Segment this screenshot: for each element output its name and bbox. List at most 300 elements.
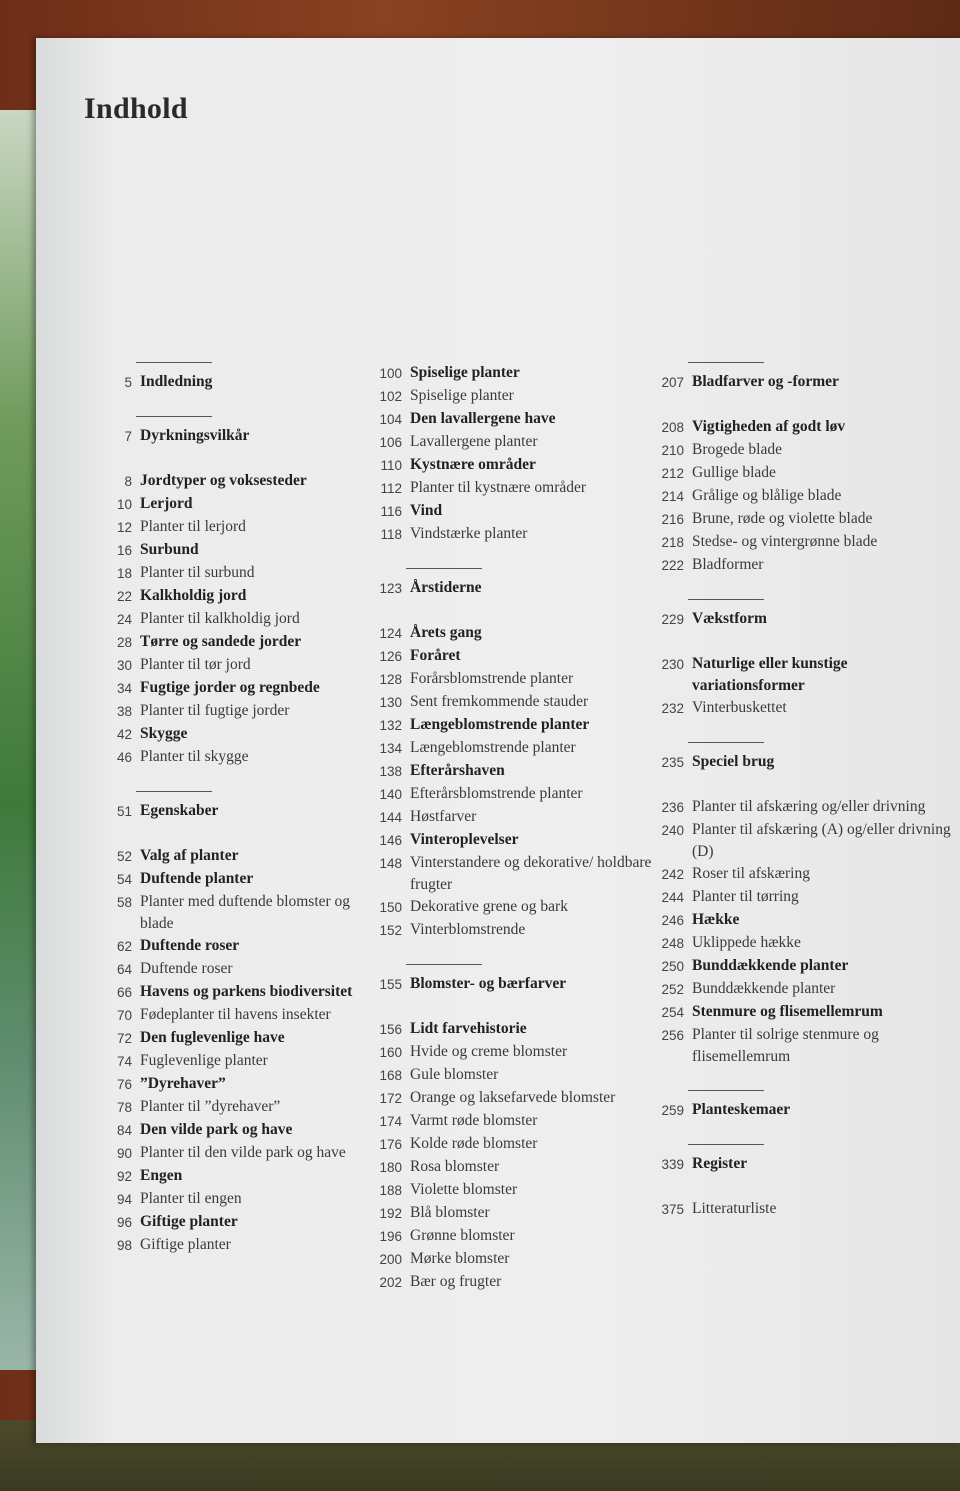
toc-page-number: 256 bbox=[661, 1028, 684, 1043]
toc-entry-title: Planter til lerjord bbox=[140, 518, 246, 535]
toc-page-number: 168 bbox=[379, 1068, 402, 1083]
toc-page-number: 156 bbox=[379, 1022, 402, 1037]
section-gap bbox=[374, 996, 659, 1018]
section-rule bbox=[136, 416, 212, 417]
toc-page-number: 38 bbox=[116, 704, 132, 719]
toc-entry bbox=[104, 958, 374, 981]
toc-page-number: 218 bbox=[661, 535, 684, 550]
toc-entry-title: Kalkholdig jord bbox=[140, 587, 247, 604]
toc-entry-title: Bladformer bbox=[692, 556, 764, 573]
toc-entry bbox=[104, 1004, 374, 1027]
toc-entry bbox=[374, 385, 659, 408]
toc-page-number: 146 bbox=[379, 833, 402, 848]
toc-page-number: 124 bbox=[379, 626, 402, 641]
toc-page-number: 118 bbox=[380, 527, 402, 542]
toc-entry bbox=[374, 691, 659, 714]
toc-entry bbox=[104, 654, 374, 677]
section-gap bbox=[656, 577, 956, 599]
toc-page-number: 90 bbox=[116, 1146, 132, 1161]
toc-entry bbox=[656, 554, 956, 577]
toc-entry bbox=[656, 886, 956, 909]
toc-entry bbox=[104, 631, 374, 654]
toc-page-number: 58 bbox=[116, 895, 132, 910]
toc-page-number: 252 bbox=[661, 982, 684, 997]
toc-entry bbox=[374, 454, 659, 477]
toc-page-number: 138 bbox=[379, 764, 402, 779]
toc-page-number: 52 bbox=[116, 849, 132, 864]
section-gap bbox=[656, 720, 956, 742]
toc-entry-title: Blå blomster bbox=[410, 1204, 490, 1221]
toc-entry-title: Bunddækkende planter bbox=[692, 957, 849, 974]
toc-entry bbox=[374, 1087, 659, 1110]
toc-entry-title: Spiselige planter bbox=[410, 387, 514, 404]
toc-entry bbox=[374, 1202, 659, 1225]
toc-entry-title: Duftende roser bbox=[140, 960, 233, 977]
toc-page-number: 123 bbox=[379, 581, 402, 596]
toc-entry bbox=[104, 539, 374, 562]
toc-entry-title: Vinteroplevelser bbox=[410, 831, 519, 848]
toc-entry-title: Register bbox=[692, 1155, 748, 1172]
toc-entry-title: Høstfarver bbox=[410, 808, 477, 825]
toc-entry-title: Fødeplanter til havens insekter bbox=[140, 1006, 331, 1023]
toc-entry bbox=[104, 1096, 374, 1119]
toc-entry-title: Giftige planter bbox=[140, 1213, 238, 1230]
toc-entry-title: Lerjord bbox=[140, 495, 193, 512]
toc-entry bbox=[374, 431, 659, 454]
toc-entry bbox=[374, 408, 659, 431]
toc-entry bbox=[104, 700, 374, 723]
toc-entry-title: Kystnære områder bbox=[410, 456, 536, 473]
toc-entry-title: Kolde røde blomster bbox=[410, 1135, 538, 1152]
toc-entry bbox=[104, 845, 374, 868]
toc-entry-title: Hække bbox=[692, 911, 740, 928]
section-gap bbox=[104, 823, 374, 845]
toc-page-number: 176 bbox=[379, 1137, 402, 1152]
toc-page-number: 160 bbox=[379, 1045, 402, 1060]
toc-entry-title: Stenmure og flisemellemrum bbox=[692, 1003, 883, 1020]
section-gap bbox=[104, 448, 374, 470]
toc-entry-title: Blomster- og bærfarver bbox=[410, 975, 567, 992]
toc-page-number: 246 bbox=[661, 913, 684, 928]
section-rule bbox=[688, 742, 764, 743]
section-gap bbox=[374, 546, 659, 568]
toc-entry-title: Gule blomster bbox=[410, 1066, 499, 1083]
toc-entry-title: Roser til afskæring bbox=[692, 865, 810, 882]
toc-column-2 bbox=[374, 362, 659, 1294]
toc-entry-title: Den fuglevenlige have bbox=[140, 1029, 285, 1046]
toc-entry bbox=[656, 955, 956, 978]
toc-page-number: 64 bbox=[116, 962, 132, 977]
toc-page-number: 16 bbox=[116, 543, 132, 558]
toc-entry bbox=[656, 462, 956, 485]
toc-page-number: 132 bbox=[379, 718, 402, 733]
toc-entry-title: Surbund bbox=[140, 541, 199, 558]
toc-entry bbox=[374, 668, 659, 691]
toc-page-number: 236 bbox=[661, 800, 684, 815]
toc-page-number: 128 bbox=[379, 672, 402, 687]
toc-column-1 bbox=[104, 362, 374, 1257]
toc-entry bbox=[656, 751, 956, 774]
toc-entry bbox=[656, 485, 956, 508]
section-rule bbox=[406, 568, 482, 569]
toc-page-number: 212 bbox=[661, 466, 684, 481]
toc-entry bbox=[374, 1018, 659, 1041]
toc-entry bbox=[374, 806, 659, 829]
toc-entry-title: Planter til surbund bbox=[140, 564, 255, 581]
toc-entry bbox=[656, 1099, 956, 1122]
toc-entry-title: Violette blomster bbox=[410, 1181, 518, 1198]
toc-entry bbox=[104, 981, 374, 1004]
toc-entry bbox=[656, 978, 956, 1001]
toc-entry-title: Planter til engen bbox=[140, 1190, 242, 1207]
toc-page-number: 216 bbox=[661, 512, 684, 527]
toc-page-number: 10 bbox=[116, 497, 132, 512]
toc-entry-title: Planter til kystnære områder bbox=[410, 479, 587, 496]
toc-entry bbox=[656, 371, 956, 394]
toc-page-number: 100 bbox=[379, 366, 402, 381]
toc-entry-title: Planter til ”dyrehaver” bbox=[140, 1098, 281, 1115]
toc-entry-title: Planter til afskæring og/eller drivning bbox=[692, 798, 926, 815]
toc-entry-title: Duftende planter bbox=[140, 870, 254, 887]
toc-entry-title: Skygge bbox=[140, 725, 188, 742]
toc-entry bbox=[104, 470, 374, 493]
toc-page-number: 46 bbox=[116, 750, 132, 765]
toc-page-number: 242 bbox=[661, 867, 684, 882]
page-title: Indhold bbox=[84, 92, 188, 125]
toc-page-number: 130 bbox=[379, 695, 402, 710]
toc-entry bbox=[104, 562, 374, 585]
toc-page-number: 192 bbox=[379, 1206, 402, 1221]
toc-page-number: 339 bbox=[661, 1157, 684, 1172]
toc-entry bbox=[374, 1225, 659, 1248]
toc-entry bbox=[374, 362, 659, 385]
toc-page-number: 155 bbox=[379, 977, 402, 992]
toc-page-number: 84 bbox=[116, 1123, 132, 1138]
toc-entry-title: Vind bbox=[410, 502, 443, 519]
toc-entry-title: Planter med duftende blomster og blade bbox=[140, 893, 351, 932]
toc-entry-title: Vinterstandere og dekorative/ holdbare frugter bbox=[410, 854, 652, 893]
toc-entry-title: Tørre og sandede jorder bbox=[140, 633, 302, 650]
toc-page-number: 94 bbox=[116, 1192, 132, 1207]
toc-entry bbox=[104, 677, 374, 700]
toc-page-number: 112 bbox=[380, 481, 402, 496]
toc-entry bbox=[104, 1188, 374, 1211]
toc-entry-title: Jordtyper og voksesteder bbox=[140, 472, 307, 489]
section-gap bbox=[656, 1122, 956, 1144]
toc-entry-title: Brogede blade bbox=[692, 441, 782, 458]
toc-entry bbox=[104, 608, 374, 631]
toc-page-number: 28 bbox=[116, 635, 132, 650]
toc-entry-title: Efterårshaven bbox=[410, 762, 505, 779]
toc-entry-title: Længeblomstrende planter bbox=[410, 716, 590, 733]
toc-page-number: 96 bbox=[116, 1215, 132, 1230]
toc-page-number: 240 bbox=[661, 823, 684, 838]
toc-page-number: 102 bbox=[379, 389, 402, 404]
toc-entry bbox=[374, 1041, 659, 1064]
toc-entry-title: Vindstærke planter bbox=[410, 525, 528, 542]
toc-entry-title: Den lavallergene have bbox=[410, 410, 556, 427]
section-gap bbox=[656, 774, 956, 796]
toc-entry-title: Orange og laksefarvede blomster bbox=[410, 1089, 616, 1106]
toc-entry-title: Hvide og creme blomster bbox=[410, 1043, 568, 1060]
toc-page-number: 180 bbox=[379, 1160, 402, 1175]
toc-entry-title: Bladfarver og -former bbox=[692, 373, 839, 390]
toc-entry-title: Årets gang bbox=[410, 624, 482, 641]
toc-entry bbox=[656, 1198, 956, 1221]
toc-entry-title: Fugtige jorder og regnbede bbox=[140, 679, 320, 696]
toc-entry-title: Gullige blade bbox=[692, 464, 776, 481]
toc-page-number: 34 bbox=[116, 681, 132, 696]
toc-entry-title: Dekorative grene og bark bbox=[410, 898, 568, 915]
toc-entry bbox=[374, 622, 659, 645]
toc-entry-title: Planter til fugtige jorder bbox=[140, 702, 290, 719]
section-gap bbox=[656, 1176, 956, 1198]
toc-entry bbox=[656, 1153, 956, 1176]
toc-page-number: 214 bbox=[661, 489, 684, 504]
toc-page-number: 174 bbox=[379, 1114, 402, 1129]
toc-page-number: 150 bbox=[379, 900, 402, 915]
toc-entry bbox=[374, 760, 659, 783]
toc-entry-title: Giftige planter bbox=[140, 1236, 231, 1253]
toc-page-number: 210 bbox=[661, 443, 684, 458]
toc-page-number: 18 bbox=[116, 566, 132, 581]
section-rule bbox=[406, 964, 482, 965]
section-rule bbox=[136, 791, 212, 792]
toc-entry-title: Forårsblomstrende planter bbox=[410, 670, 574, 687]
toc-page-number: 42 bbox=[116, 727, 132, 742]
toc-entry bbox=[374, 783, 659, 806]
toc-entry bbox=[656, 697, 956, 720]
toc-entry-title: Engen bbox=[140, 1167, 183, 1184]
toc-page-number: 54 bbox=[116, 872, 132, 887]
toc-page-number: 248 bbox=[661, 936, 684, 951]
toc-entry bbox=[656, 439, 956, 462]
toc-entry-title: Indledning bbox=[140, 373, 213, 390]
toc-page-number: 250 bbox=[661, 959, 684, 974]
toc-entry bbox=[656, 863, 956, 886]
toc-entry bbox=[656, 416, 956, 439]
toc-entry-title: Lidt farvehistorie bbox=[410, 1020, 527, 1037]
toc-page-number: 72 bbox=[116, 1031, 132, 1046]
toc-page-number: 259 bbox=[661, 1103, 684, 1118]
toc-page-number: 232 bbox=[661, 701, 684, 716]
toc-entry-title: Lavallergene planter bbox=[410, 433, 538, 450]
toc-entry bbox=[374, 1133, 659, 1156]
toc-entry bbox=[104, 800, 374, 823]
toc-page-number: 8 bbox=[124, 474, 132, 489]
toc-entry bbox=[656, 909, 956, 932]
toc-entry bbox=[104, 1119, 374, 1142]
toc-page-number: 74 bbox=[116, 1054, 132, 1069]
toc-entry bbox=[374, 919, 659, 942]
toc-entry-title: Dyrkningsvilkår bbox=[140, 427, 250, 444]
toc-entry-title: Sent fremkommende stauder bbox=[410, 693, 589, 710]
toc-entry bbox=[656, 531, 956, 554]
toc-page-number: 116 bbox=[380, 504, 402, 519]
toc-page-number: 208 bbox=[661, 420, 684, 435]
toc-entry bbox=[374, 1110, 659, 1133]
toc-entry-title: Planter til tørring bbox=[692, 888, 799, 905]
toc-entry-title: Uklippede hække bbox=[692, 934, 801, 951]
toc-entry-title: Planter til tør jord bbox=[140, 656, 251, 673]
toc-page-number: 222 bbox=[661, 558, 684, 573]
toc-entry bbox=[374, 896, 659, 919]
toc-entry bbox=[374, 973, 659, 996]
toc-entry bbox=[656, 1024, 956, 1068]
toc-entry bbox=[374, 737, 659, 760]
toc-entry bbox=[104, 1142, 374, 1165]
toc-entry-title: Grålige og blålige blade bbox=[692, 487, 842, 504]
toc-page-number: 7 bbox=[124, 429, 132, 444]
toc-entry bbox=[104, 516, 374, 539]
toc-page-number: 152 bbox=[379, 923, 402, 938]
toc-entry-title: Havens og parkens biodiversitet bbox=[140, 983, 353, 1000]
toc-entry bbox=[104, 868, 374, 891]
toc-page-number: 62 bbox=[116, 939, 132, 954]
toc-entry-title: Bunddækkende planter bbox=[692, 980, 836, 997]
toc-page-number: 202 bbox=[379, 1275, 402, 1290]
toc-page-number: 172 bbox=[379, 1091, 402, 1106]
toc-entry-title: Spiselige planter bbox=[410, 364, 520, 381]
section-gap bbox=[374, 942, 659, 964]
toc-entry bbox=[656, 1001, 956, 1024]
toc-page-number: 106 bbox=[379, 435, 402, 450]
section-gap bbox=[374, 600, 659, 622]
toc-entry bbox=[104, 935, 374, 958]
toc-entry bbox=[374, 714, 659, 737]
toc-page-number: 144 bbox=[379, 810, 402, 825]
toc-page-number: 98 bbox=[116, 1238, 132, 1253]
toc-entry-title: Varmt røde blomster bbox=[410, 1112, 538, 1129]
toc-page-number: 24 bbox=[116, 612, 132, 627]
toc-page-number: 207 bbox=[661, 375, 684, 390]
toc-entry-title: Vinterblomstrende bbox=[410, 921, 526, 938]
toc-entry bbox=[374, 477, 659, 500]
toc-page-number: 12 bbox=[116, 520, 132, 535]
toc-page-number: 104 bbox=[379, 412, 402, 427]
section-rule bbox=[688, 1090, 764, 1091]
toc-entry bbox=[374, 829, 659, 852]
toc-page-number: 70 bbox=[116, 1008, 132, 1023]
toc-entry bbox=[656, 608, 956, 631]
toc-entry-title: Planter til den vilde park og have bbox=[140, 1144, 346, 1161]
toc-entry-title: Længeblomstrende planter bbox=[410, 739, 576, 756]
toc-page-number: 230 bbox=[661, 657, 684, 672]
toc-page-number: 66 bbox=[116, 985, 132, 1000]
toc-entry-title: Valg af planter bbox=[140, 847, 239, 864]
toc-entry-title: Planter til skygge bbox=[140, 748, 249, 765]
toc-entry-title: Grønne blomster bbox=[410, 1227, 515, 1244]
toc-entry-title: Vinterbuskettet bbox=[692, 699, 787, 716]
toc-entry bbox=[656, 796, 956, 819]
toc-page-number: 375 bbox=[661, 1202, 684, 1217]
section-gap bbox=[104, 769, 374, 791]
toc-entry bbox=[104, 1165, 374, 1188]
toc-entry bbox=[374, 1156, 659, 1179]
section-gap bbox=[656, 631, 956, 653]
section-rule bbox=[136, 362, 212, 363]
toc-page-number: 244 bbox=[661, 890, 684, 905]
toc-entry bbox=[374, 1179, 659, 1202]
toc-entry-title: Brune, røde og violette blade bbox=[692, 510, 873, 527]
toc-entry-title: Naturlige eller kunstige variationsformer bbox=[692, 655, 848, 694]
toc-entry bbox=[104, 746, 374, 769]
toc-entry-title: Fuglevenlige planter bbox=[140, 1052, 268, 1069]
toc-entry-title: Planteskemaer bbox=[692, 1101, 791, 1118]
toc-page-number: 229 bbox=[661, 612, 684, 627]
toc-page-number: 134 bbox=[379, 741, 402, 756]
toc-page-number: 30 bbox=[116, 658, 132, 673]
toc-entry bbox=[374, 577, 659, 600]
toc-page-number: 126 bbox=[379, 649, 402, 664]
toc-entry-title: Årstiderne bbox=[410, 579, 482, 596]
toc-entry bbox=[656, 819, 956, 863]
toc-entry-title: Speciel brug bbox=[692, 753, 775, 770]
toc-page-number: 78 bbox=[116, 1100, 132, 1115]
toc-entry-title: Duftende roser bbox=[140, 937, 240, 954]
toc-entry bbox=[656, 508, 956, 531]
toc-page-number: 76 bbox=[116, 1077, 132, 1092]
toc-page-number: 254 bbox=[661, 1005, 684, 1020]
toc-entry bbox=[104, 1073, 374, 1096]
section-gap bbox=[656, 1068, 956, 1090]
toc-entry bbox=[104, 891, 374, 935]
toc-entry-title: Efterårsblomstrende planter bbox=[410, 785, 583, 802]
toc-page-number: 5 bbox=[124, 375, 132, 390]
toc-page-number: 148 bbox=[379, 856, 402, 871]
toc-entry bbox=[104, 493, 374, 516]
section-rule bbox=[688, 362, 764, 363]
toc-entry bbox=[104, 1234, 374, 1257]
toc-page-number: 196 bbox=[379, 1229, 402, 1244]
toc-entry-title: Vækstform bbox=[692, 610, 767, 627]
toc-entry bbox=[656, 932, 956, 955]
toc-entry bbox=[374, 1064, 659, 1087]
section-rule bbox=[688, 599, 764, 600]
toc-entry-title: Egenskaber bbox=[140, 802, 219, 819]
toc-page-number: 92 bbox=[116, 1169, 132, 1184]
toc-entry bbox=[374, 852, 659, 896]
toc-page-number: 140 bbox=[379, 787, 402, 802]
toc-entry-title: Mørke blomster bbox=[410, 1250, 510, 1267]
toc-page-number: 51 bbox=[116, 804, 132, 819]
toc-page-number: 235 bbox=[661, 755, 684, 770]
toc-entry bbox=[656, 653, 956, 697]
toc-entry bbox=[374, 1271, 659, 1294]
toc-entry-title: Den vilde park og have bbox=[140, 1121, 293, 1138]
toc-entry bbox=[374, 1248, 659, 1271]
toc-entry bbox=[104, 1211, 374, 1234]
toc-entry-title: Foråret bbox=[410, 647, 461, 664]
toc-entry-title: Vigtigheden af godt løv bbox=[692, 418, 846, 435]
toc-entry bbox=[374, 645, 659, 668]
toc-entry-title: Bær og frugter bbox=[410, 1273, 502, 1290]
toc-page-number: 22 bbox=[116, 589, 132, 604]
toc-entry-title: ”Dyrehaver” bbox=[140, 1075, 226, 1092]
toc-entry bbox=[374, 523, 659, 546]
toc-entry-title: Rosa blomster bbox=[410, 1158, 500, 1175]
toc-entry bbox=[104, 1027, 374, 1050]
toc-entry-title: Planter til afskæring (A) og/eller drivning (D) bbox=[692, 821, 951, 860]
section-gap bbox=[104, 394, 374, 416]
toc-entry bbox=[104, 425, 374, 448]
toc-entry bbox=[104, 585, 374, 608]
toc-column-3 bbox=[656, 362, 956, 1221]
toc-entry-title: Planter til kalkholdig jord bbox=[140, 610, 300, 627]
section-rule bbox=[688, 1144, 764, 1145]
toc-entry bbox=[374, 500, 659, 523]
toc-entry bbox=[104, 1050, 374, 1073]
